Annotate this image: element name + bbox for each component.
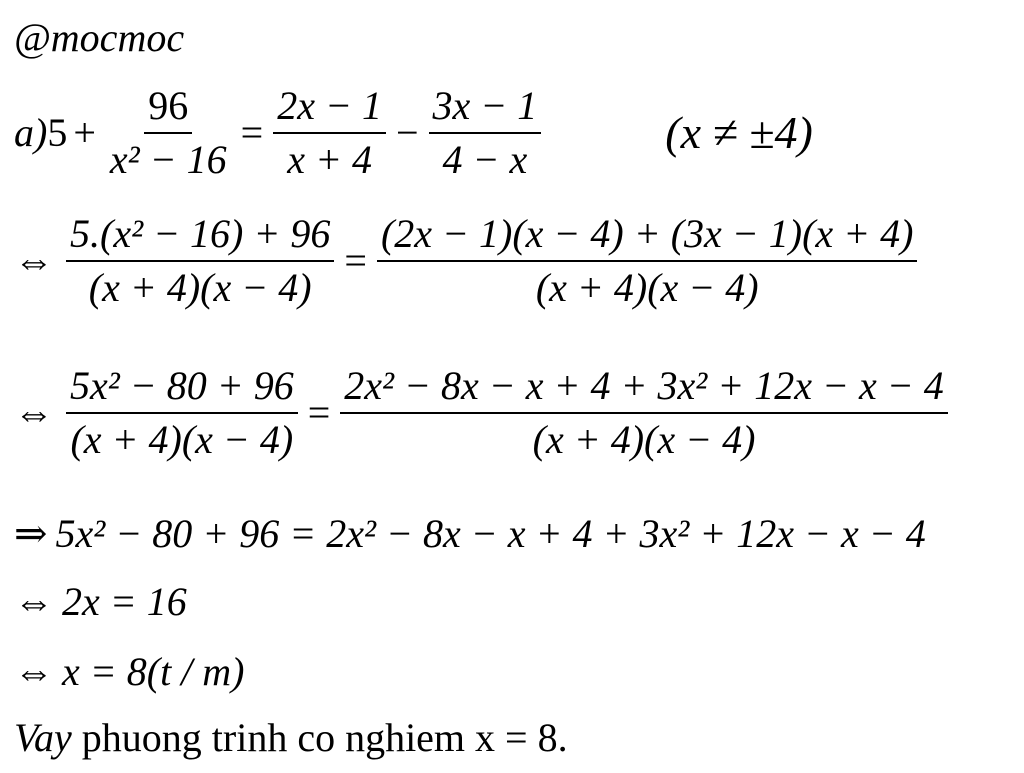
fraction-denominator: x² − 16	[109, 137, 227, 182]
fraction-numerator: 2x² − 8x − x + 4 + 3x² + 12x − x − 4	[340, 366, 947, 414]
domain-condition: (x ≠ ±4)	[665, 107, 813, 158]
equation-line-4	[14, 511, 926, 556]
fraction-2x-1	[273, 83, 386, 182]
fraction-3x-1	[429, 83, 542, 182]
fraction-denominator: x + 4	[287, 137, 372, 182]
fraction-denominator: (x + 4)(x − 4)	[88, 265, 312, 310]
fraction-numerator: 5.(x² − 16) + 96	[66, 214, 334, 262]
implication-symbol: ⇒	[14, 511, 48, 556]
fraction-denominator: (x + 4)(x − 4)	[532, 417, 756, 462]
author-tag	[14, 15, 185, 60]
equation-line-3	[14, 363, 952, 462]
right-fraction	[340, 363, 947, 462]
fraction-numerator: 96	[144, 86, 192, 134]
conclusion-text: phuong trinh co nghiem x = 8.	[71, 715, 568, 760]
fraction-denominator: 4 − x	[442, 137, 528, 182]
expression: x = 8(t / m)	[62, 649, 245, 694]
equals-sign: =	[344, 238, 367, 283]
equation-line-2	[14, 211, 921, 310]
plus-sign: +	[73, 110, 96, 155]
conclusion-italic: Vay	[14, 715, 72, 760]
expression: 2x = 16	[62, 579, 187, 624]
conclusion-line	[14, 715, 568, 760]
equals-sign: =	[240, 110, 264, 155]
equation-line-5	[14, 579, 187, 624]
minus-sign: −	[395, 110, 419, 155]
equivalence-symbol: ⇔	[14, 579, 54, 624]
equivalence-symbol: ⇔	[14, 649, 54, 694]
equivalence-symbol: ⇔	[14, 390, 54, 435]
fraction-numerator: 2x − 1	[273, 86, 386, 134]
fraction-denominator: (x + 4)(x − 4)	[70, 417, 294, 462]
part-label: a)	[14, 110, 48, 155]
right-fraction	[377, 211, 918, 310]
left-fraction	[66, 363, 298, 462]
equivalence-symbol: ⇔	[14, 238, 54, 283]
author-text: @mocmoc	[14, 15, 185, 60]
fraction-numerator: 5x² − 80 + 96	[66, 366, 298, 414]
lhs-whole: 5	[47, 110, 68, 155]
fraction-denominator: (x + 4)(x − 4)	[535, 265, 759, 310]
fraction-numerator: 3x − 1	[429, 86, 542, 134]
left-fraction	[66, 211, 334, 310]
equals-sign: =	[307, 390, 331, 435]
fraction-96	[106, 83, 231, 182]
equation-line-a	[14, 83, 813, 182]
expression: 5x² − 80 + 96 = 2x² − 8x − x + 4 + 3x² + 12x − x − 4	[55, 511, 926, 556]
fraction-numerator: (2x − 1)(x − 4) + (3x − 1)(x + 4)	[377, 214, 918, 262]
equation-line-6	[14, 649, 245, 694]
